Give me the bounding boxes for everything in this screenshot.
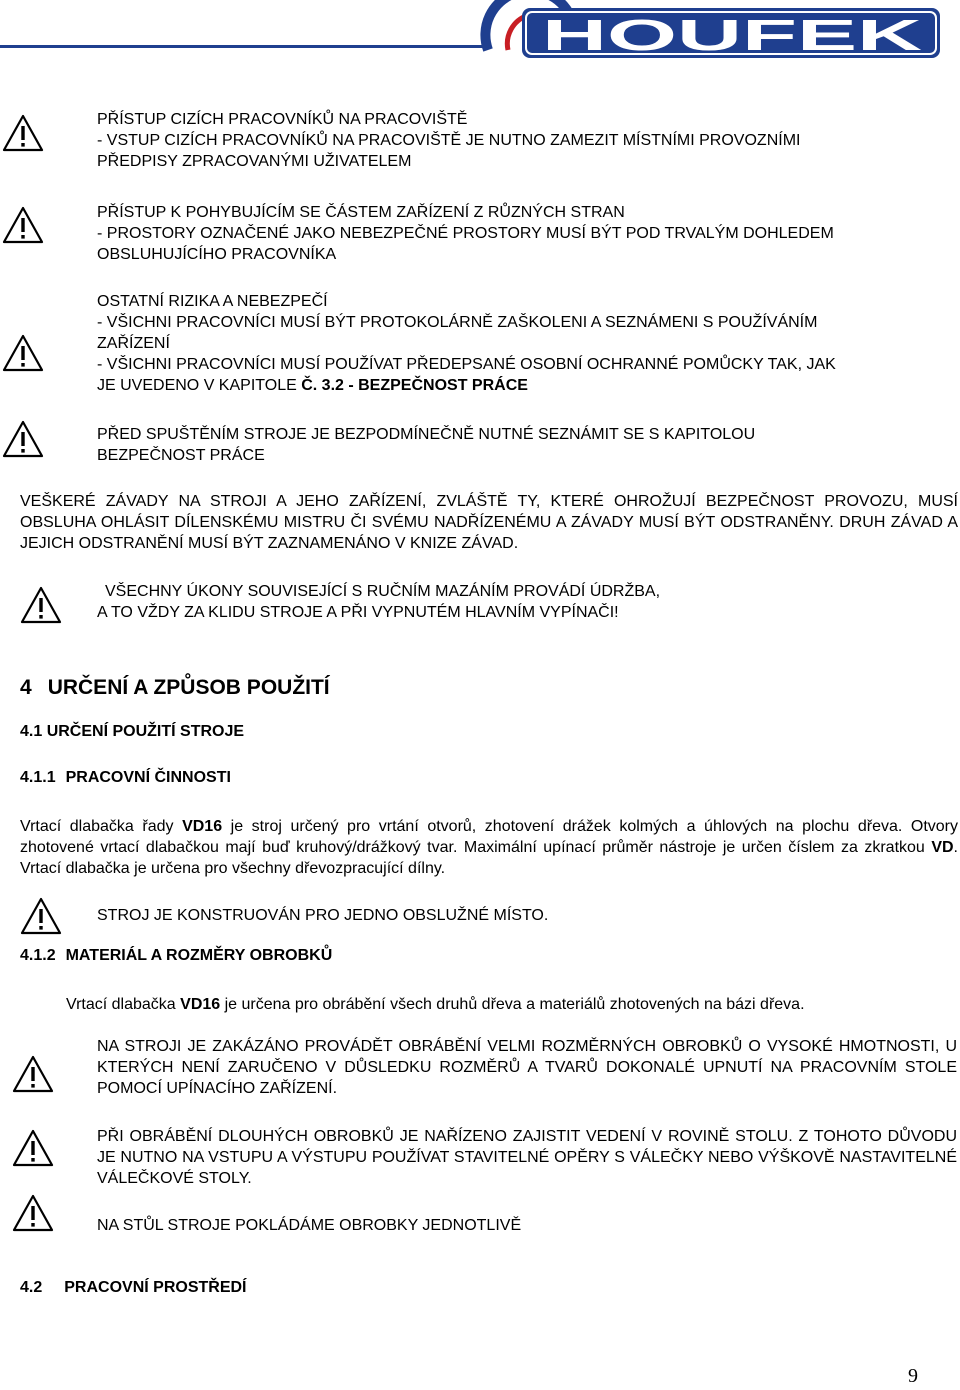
notice-line: ZAŘÍZENÍ [97,335,170,352]
section-4-1-heading: 4.1 URČENÍ POUŽITÍ STROJE [20,723,245,740]
notice-line: - VŠICHNI PRACOVNÍCI MUSÍ BÝT PROTOKOLÁRNĚ ZAŠKOLENI A SEZNÁMENI S POUŽÍVÁNÍM [97,314,818,331]
section-4-1-2-heading [20,947,332,965]
notice-line: VŠECHNY ÚKONY SOUVISEJÍCÍ S RUČNÍM MAZÁNÍM PROVÁDÍ ÚDRŽBA, [105,583,661,600]
section-4-1-1-heading [20,769,231,787]
warning-icon [12,1193,54,1233]
section-title: MATERIÁL A ROZMĚRY OBROBKŮ [65,947,333,964]
notice-large-workpieces: NA STROJI JE ZAKÁZÁNO PROVÁDĚT OBRÁBĚNÍ VELMI ROZMĚRNÝCH OBROBKŮ O VYSOKÉ HMOTNOSTI, U KTERÝCH NENÍ ZARUČENO V DŮSLEDKU ROZMĚRŮ A TVARŮ DOKONALÉ UPNUTÍ NA PRACOVNÍM STOLE POMOCÍ UPÍNACÍHO ZAŘÍZENÍ. [97,1038,957,1097]
section-number: 4.1.1 [20,769,56,786]
notice-long-workpieces: PŘI OBRÁBĚNÍ DLOUHÝCH OBROBKŮ JE NAŘÍZENO ZAJISTIT VEDENÍ V ROVINĚ STOLU. Z TOHOTO DŮVODU JE NUTNO NA VSTUPU A VÝSTUPU POUŽÍVAT STAVITELNÉ OPĚRY S VÁLEČKY NEBO VÝŠKOVĚ NASTAVITELNÉ VÁLEČKOVÉ STOLY. [97,1128,957,1187]
section-number: 4 [20,676,32,699]
section-4-heading [20,676,330,700]
section-title: PRACOVNÍ PROSTŘEDÍ [64,1279,247,1296]
model-name: VD16 [180,996,221,1013]
svg-text:HOUFEK: HOUFEK [542,11,923,60]
notice-single-operator: STROJ JE KONSTRUOVÁN PRO JEDNO OBSLUŽNÉ MÍSTO. [97,907,549,924]
notice-line: - PROSTORY OZNAČENÉ JAKO NEBEZPEČNÉ PROSTORY MUSÍ BÝT POD TRVALÝM DOHLEDEM [97,225,834,242]
section-4-2-heading [20,1279,247,1297]
model-abbrev: VD [931,839,954,856]
warning-icon [12,1054,54,1094]
houfek-logo [478,0,948,66]
notice-line: A TO VŽDY ZA KLIDU STROJE A PŘI VYPNUTÉM HLAVNÍM VYPÍNAČI! [97,604,619,621]
notice-line: PŘÍSTUP K POHYBUJÍCÍM SE ČÁSTEM ZAŘÍZENÍ Z RŮZNÝCH STRAN [97,204,625,221]
chapter-reference: Č. 3.2 - BEZPEČNOST PRÁCE [301,377,528,394]
section-title: URČENÍ A ZPŮSOB POUŽITÍ [47,676,330,699]
material-paragraph: Vrtací dlabačka VD16 je určena pro obrábění všech druhů dřeva a materiálů zhotovených na bázi dřeva. [66,996,805,1013]
notice-lubrication [97,581,957,623]
section-number: 4.1.2 [20,947,56,964]
notice-line: - VSTUP CIZÍCH PRACOVNÍKŮ NA PRACOVIŠTĚ JE NUTNO ZAMEZIT MÍSTNÍMI PROVOZNÍMI [97,132,801,149]
notice-line: OBSLUHUJÍCÍHO PRACOVNÍKA [97,246,337,263]
section-number: 4.2 [20,1279,43,1296]
warning-icon [2,113,44,153]
notice-line: PŘED SPUŠTĚNÍM STROJE JE BEZPODMÍNEČNĚ NUTNÉ SEZNÁMIT SE S KAPITOLOU [97,426,756,443]
page-number: 9 [908,1365,918,1387]
warning-icon [20,585,62,625]
section-title: PRACOVNÍ ČINNOSTI [65,769,231,786]
notice-line: BEZPEČNOST PRÁCE [97,447,265,464]
model-name: VD16 [182,818,223,835]
warning-icon [20,896,62,936]
notice-line: PŘEDPISY ZPRACOVANÝMI UŽIVATELEM [97,153,412,170]
notice-moving-parts [97,202,957,265]
notice-line: - VŠICHNI PRACOVNÍCI MUSÍ POUŽÍVAT PŘEDEPSANÉ OSOBNÍ OCHRANNÉ POMŮCKY TAK, JAK [97,356,836,373]
warning-icon [2,333,44,373]
notice-text: JE UVEDENO V KAPITOLE [97,377,302,394]
notice-read-safety [97,424,957,466]
warning-icon [2,205,44,245]
notice-foreign-workers [97,109,957,172]
notice-line [97,375,957,396]
defects-paragraph: VEŠKERÉ ZÁVADY NA STROJI A JEHO ZAŘÍZENÍ, ZVLÁŠTĚ TY, KTERÉ OHROŽUJÍ BEZPEČNOST PROVOZU, MUSÍ OBSLUHA OHLÁSIT DÍLENSKÉMU MISTRU ČI SVÉMU NADŘÍZENÉMU A ZÁVADY MUSÍ BÝT ODSTRANĚNY. DRUH ZÁVAD A JEJICH ODSTRANĚNÍ MUSÍ BÝT ZAZNAMENÁNO V KNIZE ZÁVAD. [20,493,958,552]
notice-other-risks [97,291,957,396]
header-rule [0,45,490,48]
work-activities-paragraph: Vrtací dlabačka řady VD16 je stroj určený pro vrtání otvorů, zhotovení drážek kolmých a úhlových na plochu dřeva. Otvory zhotovené vrtací dlabačkou mají buď kruhový/drážkový tvar. Maximální upínací průměr nástroje je určen číslem za zkratkou VD. Vrtací dlabačka je určena pro všechny dřevozpracující dílny. [20,818,958,877]
notice-one-by-one: NA STŮL STROJE POKLÁDÁME OBROBKY JEDNOTLIVĚ [97,1217,522,1234]
notice-line: OSTATNÍ RIZIKA A NEBEZPEČÍ [97,293,328,310]
notice-line: PŘÍSTUP CIZÍCH PRACOVNÍKŮ NA PRACOVIŠTĚ [97,111,468,128]
warning-icon [2,419,44,459]
warning-icon [12,1128,54,1168]
